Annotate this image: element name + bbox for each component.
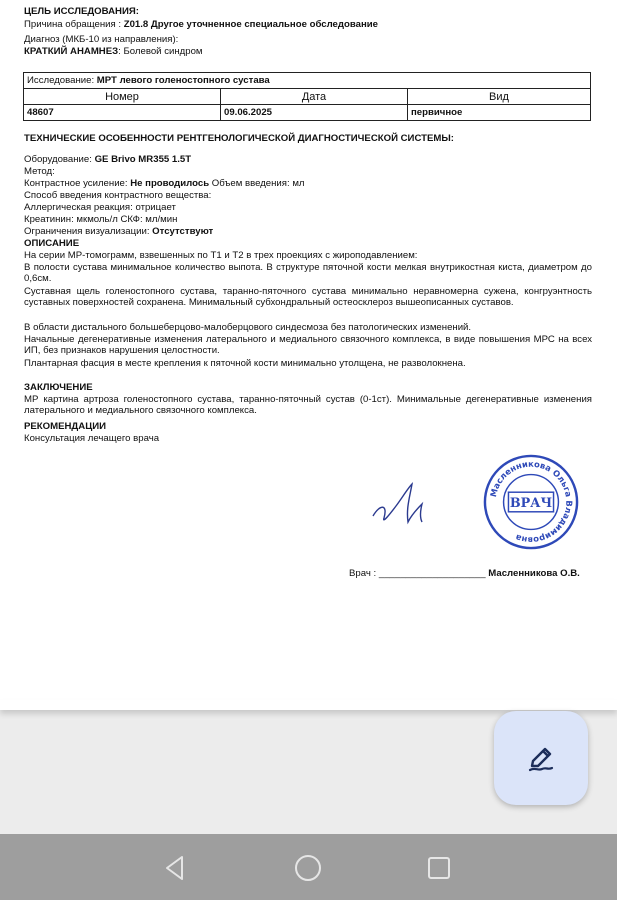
table-cell-number: 48607 bbox=[24, 105, 221, 121]
limits-label: Ограничения визуализации: bbox=[24, 226, 153, 237]
edit-document-button[interactable] bbox=[494, 711, 588, 805]
reason-value: Z01.8 Другое уточненное специальное обследование bbox=[123, 19, 378, 30]
table-header-type: Вид bbox=[408, 89, 591, 105]
description-line: Плантарная фасция в месте крепления к пяточной кости минимально утолщена, не разволокнена. bbox=[24, 358, 466, 369]
description-line: В области дистального большеберцово-малоберцового синдесмоза без патологических изменений. bbox=[24, 322, 472, 333]
method-label: Метод: bbox=[24, 166, 55, 177]
description-paragraph: Суставная щель голеностопного сустава, таранно-пяточного сустава минимально неравномерна сужена, конгруэнтность суставных поверхностей сохранена. Минимальный субхондральный остеосклероз вышеописанных суставов. bbox=[24, 286, 592, 308]
conclusion-text: МР картина артроза голеностопного сустава, таранно-пяточный сустав (0-1ст). Минимальные дегенеративные изменения латерального и медиального связочного комплекса. bbox=[24, 394, 592, 416]
doctor-signature bbox=[370, 478, 440, 528]
table-cell-date: 09.06.2025 bbox=[221, 105, 408, 121]
recents-square-icon bbox=[425, 854, 453, 882]
recommendations-text: Консультация лечащего врача bbox=[24, 433, 160, 444]
stamp-center-text: ВРАЧ bbox=[509, 495, 553, 511]
contrast-label: Контрастное усиление: bbox=[24, 178, 131, 189]
study-cell bbox=[24, 73, 591, 89]
document-page-edge bbox=[0, 700, 617, 710]
nav-recents-button[interactable] bbox=[422, 851, 456, 885]
contrast-value: Не проводилось bbox=[130, 178, 210, 189]
contrast-volume: Объем введения: мл bbox=[209, 178, 305, 189]
anamnesis-label: КРАТКИЙ АНАМНЕЗ bbox=[24, 46, 119, 57]
equipment-label: Оборудование: bbox=[24, 154, 95, 165]
purpose-heading: ЦЕЛЬ ИССЛЕДОВАНИЯ: bbox=[24, 6, 139, 17]
stamp-ring-text: Масленникова Ольга Владимировна bbox=[487, 458, 575, 546]
study-table bbox=[23, 72, 591, 121]
allergy-line: Аллергическая реакция: отрицает bbox=[24, 202, 176, 213]
reason-line bbox=[24, 19, 378, 30]
conclusion-heading: ЗАКЛЮЧЕНИЕ bbox=[24, 382, 93, 393]
system-navigation-bar bbox=[0, 834, 617, 900]
creatinine-line: Креатинин: мкмоль/л СКФ: мл/мин bbox=[24, 214, 178, 225]
limits-line bbox=[24, 226, 213, 237]
reason-label: Причина обращения : bbox=[24, 19, 124, 30]
edit-pen-icon bbox=[524, 741, 558, 775]
home-circle-icon bbox=[293, 853, 323, 883]
doctor-label: Врач : ____________________ bbox=[349, 568, 486, 579]
table-header-number: Номер bbox=[24, 89, 221, 105]
diagnosis-label: Диагноз (МКБ-10 из направления): bbox=[24, 34, 179, 45]
table-cell-type: первичное bbox=[408, 105, 591, 121]
description-line: На серии МР-томограмм, взвешенных по Т1 и Т2 в трех проекциях с жироподавлением: bbox=[24, 250, 418, 261]
doctor-name: Масленникова О.В. bbox=[488, 568, 580, 579]
contrast-line bbox=[24, 178, 305, 189]
tech-heading: ТЕХНИЧЕСКИЕ ОСОБЕННОСТИ РЕНТГЕНОЛОГИЧЕСКОЙ ДИАГНОСТИЧЕСКОЙ СИСТЕМЫ: bbox=[24, 133, 454, 144]
anamnesis-line bbox=[24, 46, 203, 57]
nav-home-button[interactable] bbox=[291, 851, 325, 885]
doctor-stamp bbox=[482, 453, 580, 551]
doctor-line bbox=[349, 568, 580, 579]
equipment-line bbox=[24, 154, 191, 165]
description-heading: ОПИСАНИЕ bbox=[24, 238, 80, 249]
contrast-method: Способ введения контрастного вещества: bbox=[24, 190, 212, 201]
study-value: МРТ левого голеностопного сустава bbox=[96, 75, 270, 86]
anamnesis-value: : Болевой синдром bbox=[118, 46, 203, 57]
description-paragraph: В полости сустава минимальное количество выпота. В структуре пяточной кости мелкая внутрикостная киста, диаметром до 0,6см. bbox=[24, 262, 592, 284]
limits-value: Отсутствуют bbox=[152, 226, 214, 237]
equipment-value: GE Brivo MR355 1.5T bbox=[94, 154, 192, 165]
table-header-date: Дата bbox=[221, 89, 408, 105]
back-triangle-icon bbox=[161, 854, 189, 882]
nav-back-button[interactable] bbox=[158, 851, 192, 885]
description-paragraph: Начальные дегенеративные изменения латерального и медиального связочного комплекса, в виде повышения МРС на всех ИП, без признаков нарушения целостности. bbox=[24, 334, 592, 356]
recommendations-heading: РЕКОМЕНДАЦИИ bbox=[24, 421, 106, 432]
study-label: Исследование: bbox=[27, 75, 97, 86]
